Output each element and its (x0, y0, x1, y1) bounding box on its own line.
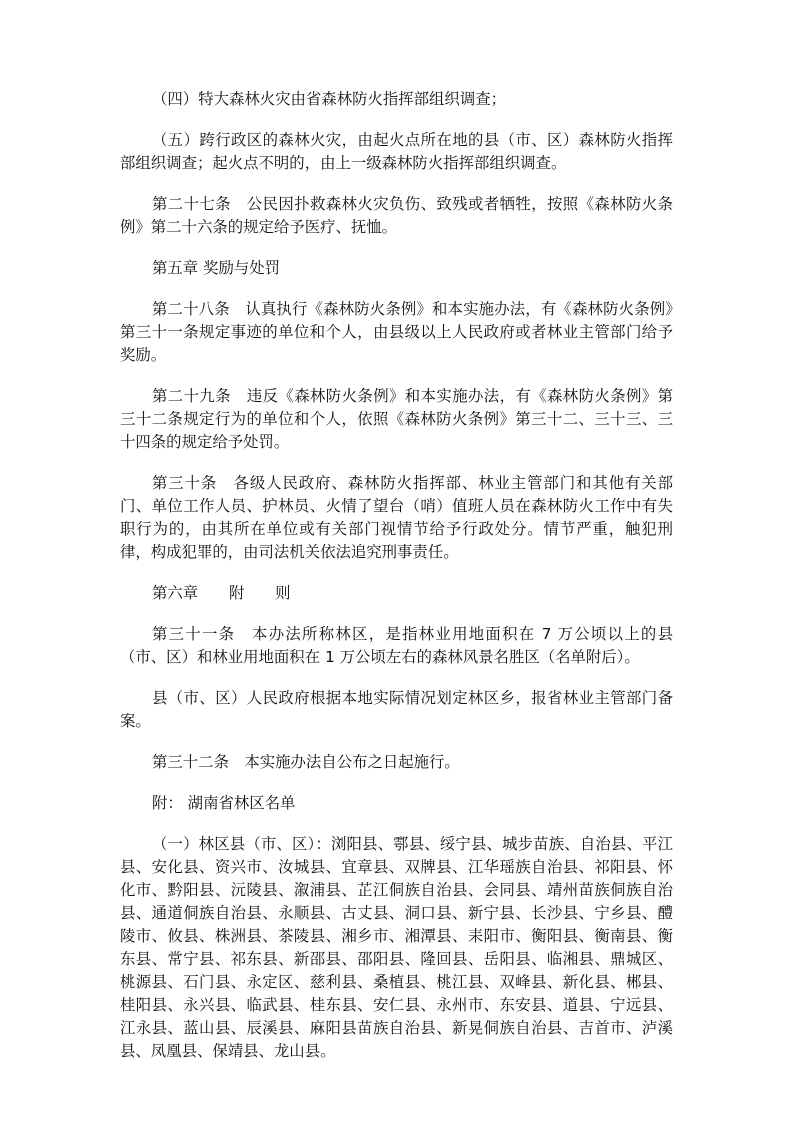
article-29: 第二十九条 违反《森林防火条例》和本实施办法，有《森林防火条例》第三十二条规定行为的单位和个人，依照《森林防火条例》第三十二、三十三、三十四条的规定给予处罚。 (120, 387, 673, 451)
article-31: 第三十一条 本办法所称林区，是指林业用地面积在 7 万公顷以上的县（市、区）和林业用地面积在 1 万公顷左右的森林风景名胜区（名单附后）。 (120, 625, 673, 666)
clause-text: 县（市、区）人民政府根据本地实际情况划定林区乡，报省林业主管部门备案。 (120, 689, 673, 730)
chapter-heading: 第五章 奖励与处罚 (152, 259, 281, 277)
article-30: 第三十条 各级人民政府、森林防火指挥部、林业主管部门和其他有关部门、单位工作人员、护林员、火情了望台（哨）值班人员在森林防火工作中有失职行为的，由其所在单位或有关部门视情节给予行政处分。情节严重，触犯刑律，构成犯罪的，由司法机关依法追究刑事责任。 (120, 474, 673, 561)
article-32: 第三十二条 本实施办法自公布之日起施行。 (152, 753, 460, 771)
clause-text: （四）特大森林火灾由省森林防火指挥部组织调查； (152, 90, 506, 108)
chapter-heading: 第六章 附 则 (152, 584, 291, 602)
clause-text: （五）跨行政区的森林火灾，由起火点所在地的县（市、区）森林防火指挥部组织调查；起火点不明的，由上一级森林防火指挥部组织调查。 (120, 131, 673, 172)
article-27: 第二十七条 公民因扑救森林火灾负伤、致残或者牺牲，按照《森林防火条例》第二十六条的规定给予医疗、抚恤。 (120, 195, 673, 236)
article-28: 第二十八条 认真执行《森林防火条例》和本实施办法，有《森林防火条例》第三十一条规定事迹的单位和个人，由县级以上人民政府或者林业主管部门给予奖励。 (120, 300, 673, 364)
forest-county-list: （一）林区县（市、区）：浏阳县、鄠县、绥宁县、城步苗族、自治县、平江县、安化县、资兴市、汝城县、宜章县、双牌县、江华瑶族自治县、祁阳县、怀化市、黔阳县、沅陵县、溆浦县、芷江侗族自治县、会同县、靖州苗族侗族自治县、通道侗族自治县、永顺县、古丈县、洞口县、新宁县、长沙县、宁乡县、醴陵市、攸县、株洲县、茶陵县、湘乡市、湘潭县、耒阳市、衡阳县、衡南县、衡东县、常宁县、祁东县、新邵县、邵阳县、隆回县、岳阳县、临湘县、鼎城区、桃源县、石门县、永定区、慈利县、桑植县、桃江县、双峰县、新化县、郴县、桂阳县、永兴县、临武县、桂东县、安仁县、永州市、东安县、道县、宁远县、江永县、蓝山县、辰溪县、麻阳县苗族自治县、新晃侗族自治县、吉首市、泸溪县、凤凰县、保靖县、龙山县。 (120, 835, 673, 1060)
document-page (120, 88, 673, 1081)
appendix-title: 附： 湖南省林区名单 (152, 794, 296, 812)
